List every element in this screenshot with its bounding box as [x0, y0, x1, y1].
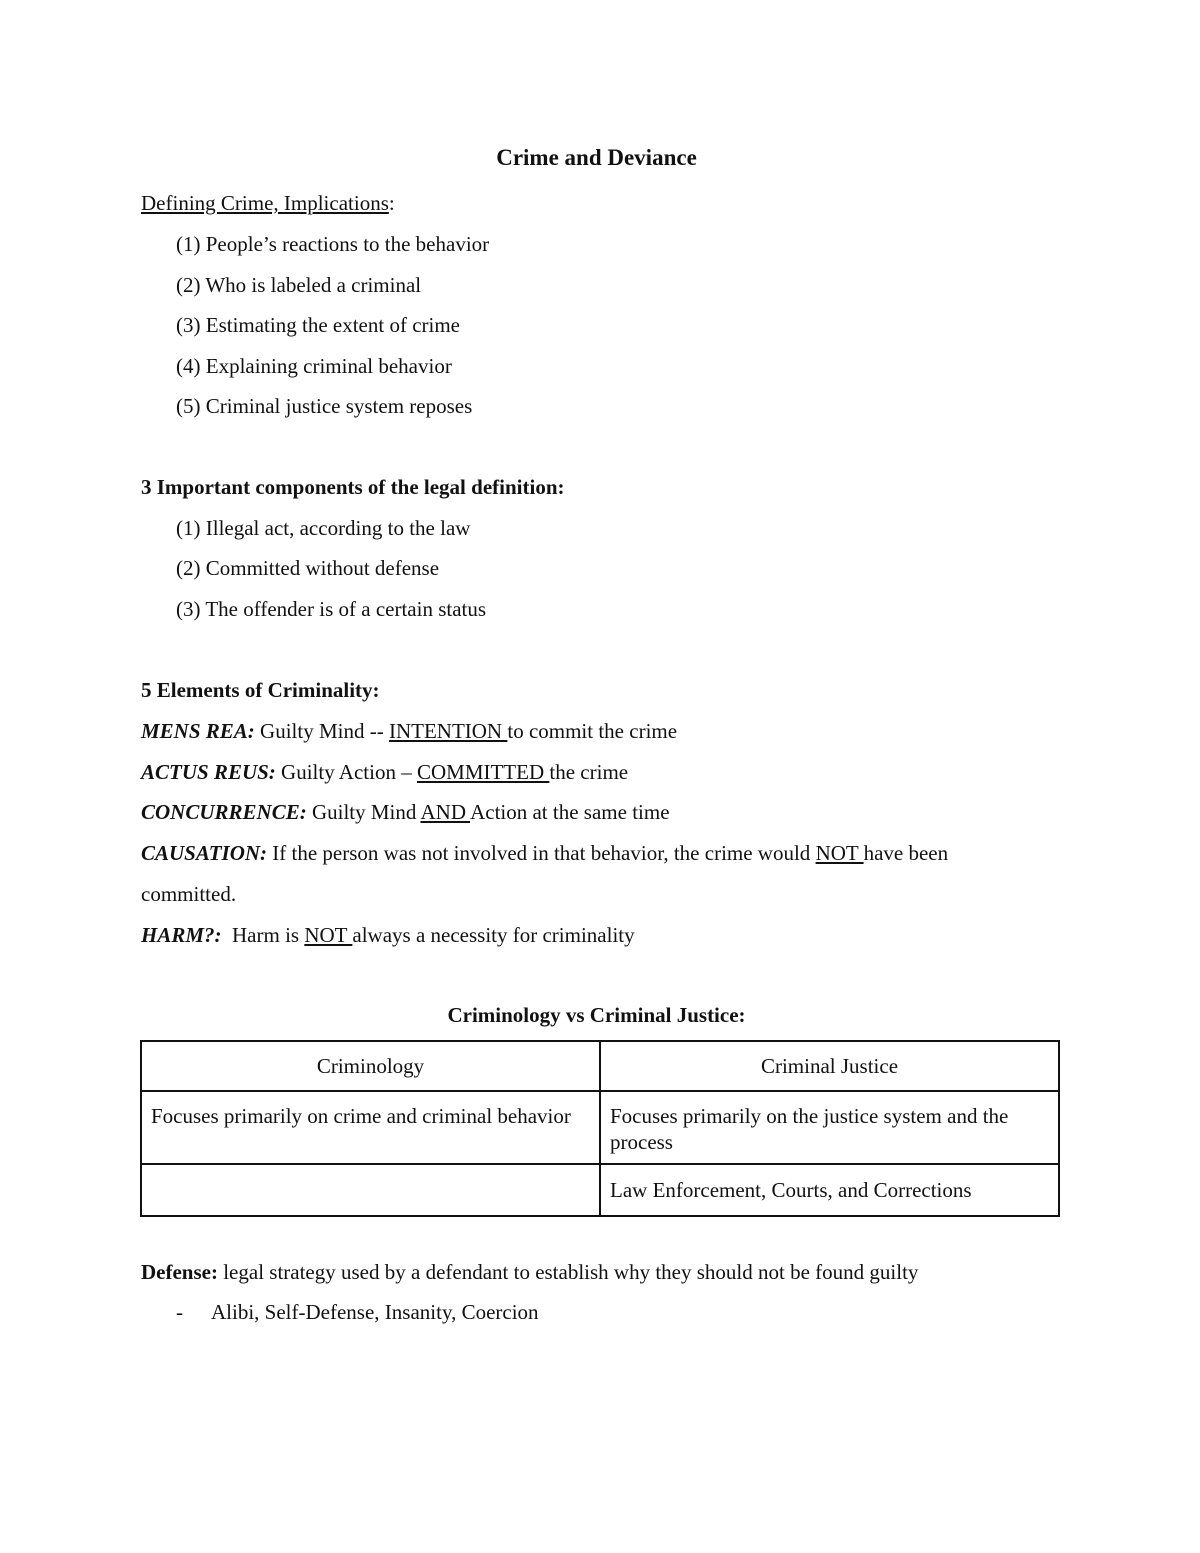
implication-item: (3) Estimating the extent of crime: [176, 313, 460, 337]
implication-item: (1) People’s reactions to the behavior: [176, 232, 490, 256]
defining-crime-heading-colon: :: [388, 191, 395, 215]
element-term: CAUSATION:: [141, 841, 268, 865]
table-cell: [141, 1164, 600, 1216]
element-text: Guilty Mind --: [254, 719, 389, 743]
element-emphasis: INTENTION: [388, 719, 508, 743]
element-text: always a necessity for criminality: [352, 923, 635, 947]
defense-text: legal strategy used by a defendant to establish why they should not be found guilty: [217, 1260, 919, 1284]
element-text: the crime: [549, 760, 629, 784]
element-text: to commit the crime: [507, 719, 678, 743]
element-mens-rea: [141, 718, 677, 744]
element-causation-continued: committed.: [141, 882, 237, 906]
legal-components-heading: 3 Important components of the legal definition:: [141, 475, 565, 499]
element-text: Harm is: [221, 923, 305, 947]
page-title: Crime and Deviance: [496, 145, 697, 170]
element-concurrence: [141, 799, 670, 825]
table-header-cell: Criminology: [141, 1041, 600, 1091]
defense-examples: Alibi, Self-Defense, Insanity, Coercion: [211, 1300, 539, 1324]
dash-bullet: -: [176, 1300, 183, 1324]
element-actus-reus: [141, 759, 628, 785]
element-emphasis: NOT: [815, 841, 864, 865]
table-header-row: [141, 1041, 1059, 1091]
element-text: Action at the same time: [470, 800, 670, 824]
defense-definition: [141, 1259, 918, 1285]
element-harm: [141, 922, 635, 948]
elements-heading: 5 Elements of Criminality:: [141, 678, 380, 702]
implication-item: (2) Who is labeled a criminal: [176, 273, 422, 297]
table-cell: Law Enforcement, Courts, and Corrections: [600, 1164, 1059, 1216]
table-cell: Focuses primarily on crime and criminal behavior: [141, 1091, 600, 1164]
legal-component-item: (1) Illegal act, according to the law: [176, 516, 471, 540]
defense-term: Defense:: [141, 1260, 218, 1284]
legal-component-item: (2) Committed without defense: [176, 556, 440, 580]
element-text: Guilty Mind: [306, 800, 421, 824]
element-text: have been: [863, 841, 949, 865]
element-emphasis: COMMITTED: [416, 760, 550, 784]
element-text: Guilty Action –: [275, 760, 417, 784]
element-term: HARM?:: [141, 923, 222, 947]
table-header-cell: Criminal Justice: [600, 1041, 1059, 1091]
element-causation: [141, 840, 948, 866]
table-row: [141, 1164, 1059, 1216]
implication-item: (4) Explaining criminal behavior: [176, 354, 452, 378]
legal-component-item: (3) The offender is of a certain status: [176, 597, 487, 621]
element-term: ACTUS REUS:: [141, 760, 276, 784]
table-cell: Focuses primarily on the justice system and the process: [600, 1091, 1059, 1164]
element-term: MENS REA:: [141, 719, 255, 743]
table-row: [141, 1091, 1059, 1164]
defining-crime-heading: [141, 190, 395, 216]
defining-crime-heading-text: Defining Crime, Implications: [141, 191, 389, 215]
element-emphasis: NOT: [304, 923, 353, 947]
comparison-table: [140, 1040, 1060, 1217]
implication-item: (5) Criminal justice system reposes: [176, 394, 473, 418]
comparison-heading: Criminology vs Criminal Justice:: [447, 1003, 746, 1027]
element-emphasis: AND: [420, 800, 471, 824]
element-term: CONCURRENCE:: [141, 800, 307, 824]
element-text: If the person was not involved in that behavior, the crime would: [267, 841, 816, 865]
